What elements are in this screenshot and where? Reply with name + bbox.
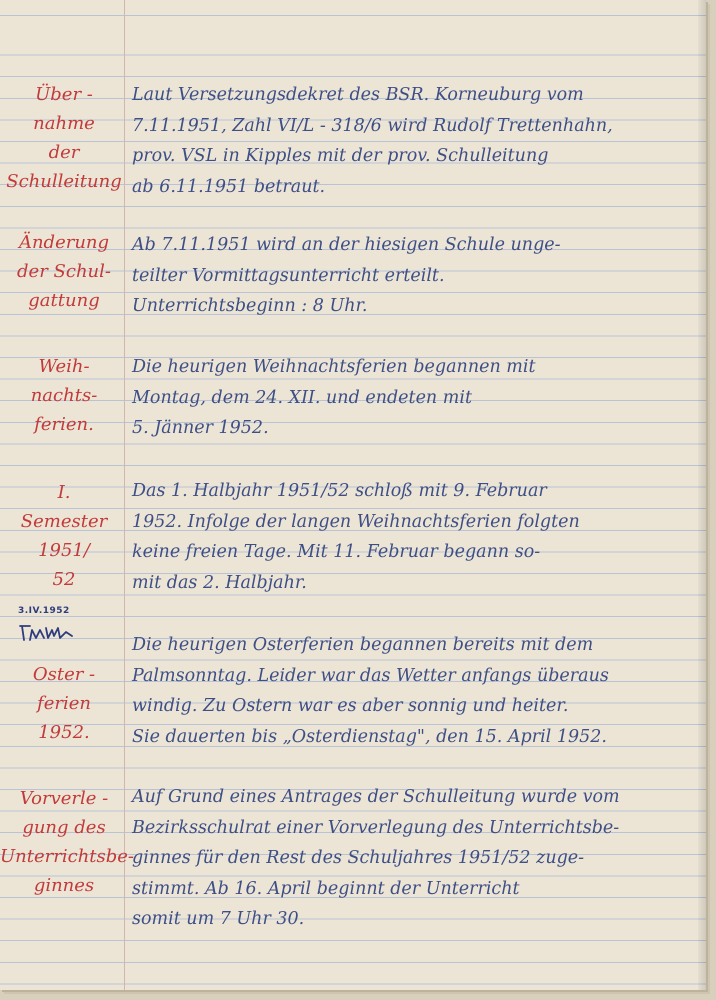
margin-heading-weihnachtsferien [0,352,128,439]
page-fold-shadow [698,0,706,990]
text-line: Das 1. Halbjahr 1951/52 schloß mit 9. Februar [132,481,547,501]
text-line: Montag, dem 24. XII. und endeten mit [132,387,472,408]
text-line: Ab 7.11.1951 wird an der hiesigen Schule unge- [132,235,561,255]
margin-line-text: ginnes [33,875,95,896]
margin-line-text: Oster - [32,664,96,685]
margin-heading-vorverlegung [0,784,135,900]
text-line: windig. Zu Ostern war es aber sonnig und heiter. [132,696,569,716]
margin-line-text: I. [57,482,71,503]
margin-heading-osterferien [0,660,128,747]
entry-text-semester [132,476,700,598]
margin-line-text: Weih- [38,356,90,377]
margin-heading-uebernahme [0,80,128,196]
text-line: teilter Vormittagsunterricht erteilt. [132,265,445,286]
margin-line-text: 52 [52,569,76,590]
margin-line-text: der Schul- [17,261,111,282]
text-line: Unterrichtsbeginn : 8 Uhr. [132,296,368,316]
signature-scribble-icon [18,622,78,644]
text-line: Die heurigen Osterferien begannen bereits mit dem [132,635,594,655]
margin-heading-aenderung [0,228,128,315]
text-line: Palmsonntag. Leider war das Wetter anfangs überaus [132,665,609,686]
stamp-date: 3.IV.1952 [18,606,70,616]
margin-line-text: nahme [33,113,95,134]
text-line: Sie dauerten bis „Osterdienstag", den 15. April 1952. [132,726,607,747]
text-line: ginnes für den Rest des Schuljahres 1951/52 zuge- [132,848,585,868]
text-line: Bezirksschulrat einer Vorverlegung des Unterrichtsbe- [132,817,620,838]
margin-line-text: Über - [35,84,93,105]
margin-line-text: Schulleitung [6,171,122,192]
text-line: Auf Grund eines Antrages der Schulleitung wurde vom [132,787,620,807]
entry-text-vorverlegung [132,782,700,935]
margin-line-text: nachts- [30,385,98,406]
entry-text-weihnachtsferien [132,352,700,444]
margin-line-text: Semester [20,511,108,532]
margin-line-text: 1952. [38,722,90,743]
text-line: 5. Jänner 1952. [132,418,269,438]
text-line: ab 6.11.1951 betraut. [132,176,326,197]
entry-text-aenderung [132,230,700,322]
text-line: Laut Versetzungsdekret des BSR. Korneuburg vom [132,85,584,105]
margin-line-text: Unterrichtsbe- [0,846,135,867]
text-line: prov. VSL in Kipples mit der prov. Schulleitung [132,146,549,166]
margin-line-text: 1951/ [38,540,90,561]
text-line: somit um 7 Uhr 30. [132,909,305,929]
stamp-signature [18,622,98,647]
margin-line-text: ferien [37,693,91,714]
text-line: 7.11.1951, Zahl VI/L - 318/6 wird Rudolf Trettenhahn, [132,115,613,136]
text-line: stimmt. Ab 16. April beginnt der Unterricht [132,878,520,899]
text-line: 1952. Infolge der langen Weihnachtsferien folgten [132,511,580,532]
entry-text-uebernahme [132,80,700,202]
text-line: mit das 2. Halbjahr. [132,572,307,593]
margin-line-text: Vorverle - [19,788,109,809]
date-stamp [18,606,98,647]
margin-heading-semester [0,478,128,594]
text-line: keine freien Tage. Mit 11. Februar begann so- [132,542,541,562]
text-line: Die heurigen Weihnachtsferien begannen mit [132,357,536,377]
margin-line-text: gattung [28,290,100,311]
entry-text-osterferien [132,630,700,752]
margin-line-text: Änderung [18,232,110,253]
margin-line-text: der [48,142,80,163]
margin-line-text: gung des [22,817,106,838]
margin-line-text: ferien. [34,414,94,435]
